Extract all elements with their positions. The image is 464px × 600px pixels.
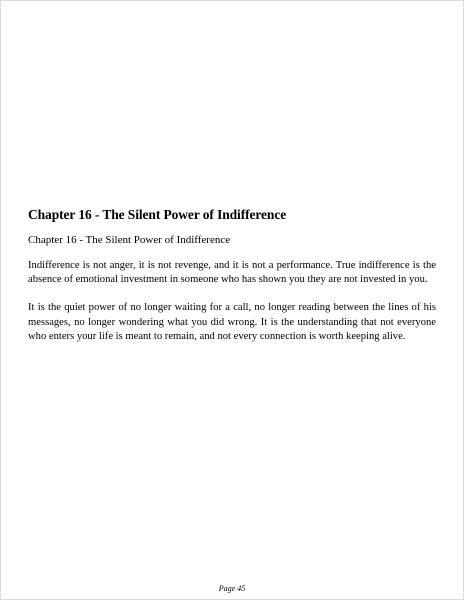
page-content — [28, 206, 436, 344]
page-number: Page 45 — [218, 584, 246, 593]
body-paragraph-1: Indifference is not anger, it is not revenge, and it is not a performance. True indifference is the absence of emotional investment in someone who has shown you they are not invested in you. — [28, 260, 436, 286]
body-paragraph-2: It is the quiet power of no longer waiting for a call, no longer reading between the lines of his messages, no longer wondering what you did wrong. It is the understanding that not everyone who enters your life is meant to remain, and not every connection is worth keeping alive. — [28, 302, 436, 342]
chapter-heading: Chapter 16 - The Silent Power of Indifference — [28, 207, 287, 222]
chapter-subtitle: Chapter 16 - The Silent Power of Indifference — [28, 234, 231, 246]
